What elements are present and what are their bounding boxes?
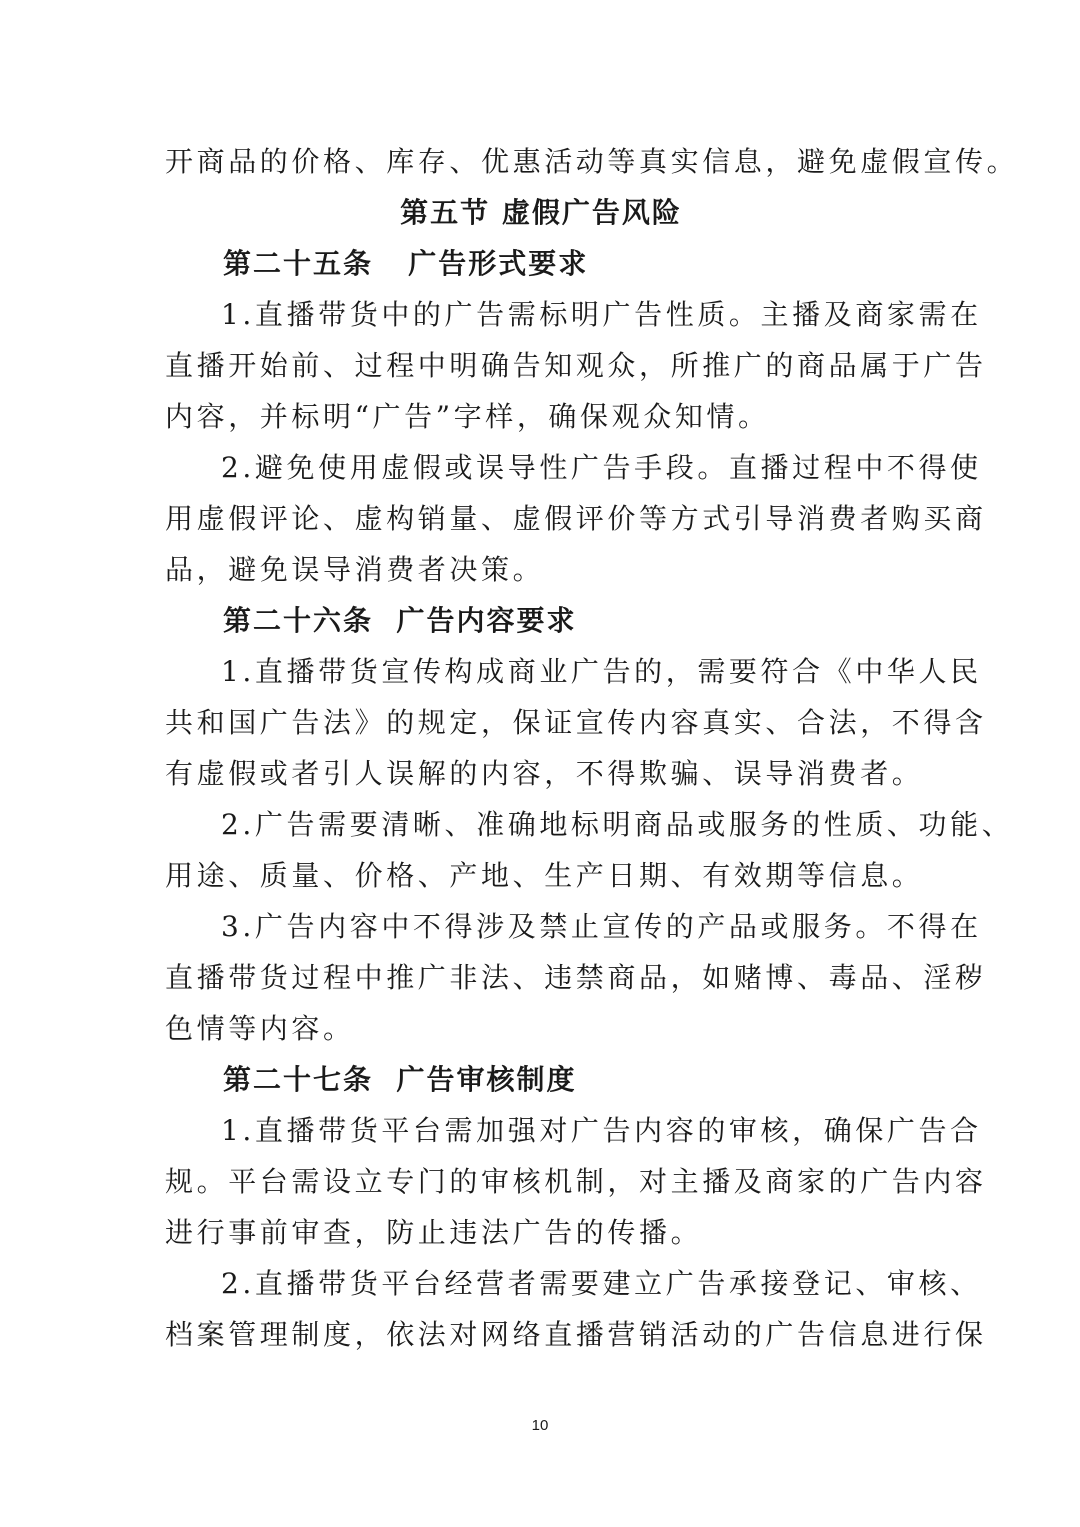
body-line: 有虚假或者引人误解的内容，不得欺骗、误导消费者。 — [165, 757, 924, 790]
body-line: 2.直播带货平台经营者需要建立广告承接登记、审核、 — [221, 1267, 982, 1300]
body-line: 共和国广告法》的规定，保证宣传内容真实、合法，不得含 — [165, 706, 987, 739]
document-body — [165, 136, 1019, 1360]
body-line: 直播带货过程中推广非法、违禁商品，如赌博、毒品、淫秽 — [165, 961, 987, 994]
body-line: 2.避免使用虚假或误导性广告手段。直播过程中不得使 — [221, 451, 982, 484]
body-line: 用虚假评论、虚构销量、虚假评价等方式引导消费者购买商 — [165, 502, 987, 535]
body-line: 1.直播带货宣传构成商业广告的，需要符合《中华人民 — [221, 655, 982, 688]
body-line: 直播开始前、过程中明确告知观众，所推广的商品属于广告 — [165, 349, 987, 382]
body-line: 色情等内容。 — [165, 1012, 355, 1045]
body-line: 1.直播带货中的广告需标明广告性质。主播及商家需在 — [221, 298, 982, 331]
body-line: 用途、质量、价格、产地、生产日期、有效期等信息。 — [165, 859, 924, 892]
body-line: 内容，并标明“广告”字样，确保观众知情。 — [165, 400, 770, 433]
body-line: 1.直播带货平台需加强对广告内容的审核，确保广告合 — [221, 1114, 982, 1147]
body-line: 开商品的价格、库存、优惠活动等真实信息，避免虚假宣传。 — [165, 145, 1019, 178]
body-line: 进行事前审查，防止违法广告的传播。 — [165, 1216, 703, 1249]
section-heading: 第五节 虚假广告风险 — [400, 196, 682, 229]
body-line: 品，避免误导消费者决策。 — [165, 553, 545, 586]
body-line: 规。平台需设立专门的审核机制，对主播及商家的广告内容 — [165, 1165, 987, 1198]
page-number: 10 — [531, 1417, 549, 1434]
body-line: 档案管理制度，依法对网络直播营销活动的广告信息进行保 — [165, 1318, 987, 1351]
article-heading: 第二十六条 广告内容要求 — [223, 604, 577, 637]
body-line: 3.广告内容中不得涉及禁止宣传的产品或服务。不得在 — [221, 910, 982, 943]
body-line: 2.广告需要清晰、准确地标明商品或服务的性质、功能、 — [221, 808, 1014, 841]
article-heading: 第二十五条 广告形式要求 — [223, 247, 589, 280]
article-heading: 第二十七条 广告审核制度 — [223, 1063, 577, 1096]
